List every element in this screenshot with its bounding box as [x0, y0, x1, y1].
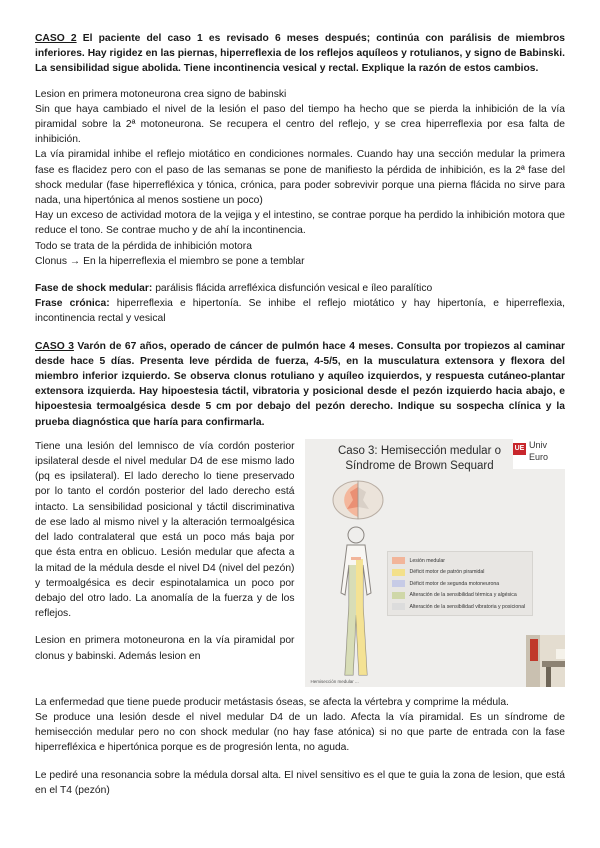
document-page — [35, 31, 565, 798]
legend-item — [392, 555, 528, 567]
caso2-line: Sin que haya cambiado el nivel de la lesión el paso del tiempo ha hecho que se pierda la inhibición de la vía piramidal sobre la 2ª motoneurona. Se recupera el centro del reflejo, y se crea hiperreflexia por esa falta de inhibición. — [35, 103, 565, 146]
caso2-line: Lesion en primera motoneurona crea signo de babinski — [35, 88, 287, 100]
legend-swatch — [392, 569, 405, 576]
human-body-figure-icon — [325, 525, 387, 685]
caso2-line: La vía piramidal inhibe el reflejo miotático en condiciones normales. Cuando hay una sección medular la primera fase es flacidez pero con el paso de las semanas se pone de manifiesto la pérdida de inhibición, es la 2ª fase del shock medular (fase hiperrefléxica y tónica, crónica, para poder sobrevivir porque una pierna flácida no sirve para nada, una hipertónica al menos sostiene un poco) — [35, 149, 565, 207]
legend-label: Déficit motor de segunda motoneurona — [409, 580, 500, 587]
legend-item — [392, 566, 528, 578]
chronic-phase-text: hiperreflexia e hipertonía. Se inhibe el reflejo miotático y hay hipertonía, e hiperreflexia, incontinencia rectal y vesical — [35, 298, 565, 325]
caso2-question: El paciente del caso 1 es revisado 6 meses después; continúa con parálisis de miembros inferiores. Hay rigidez en las piernas, hiperreflexia de los reflejos aquíleos y rotulianos, y signo de Babinski. La sensibilidad sigue abolida. Tiene incontinencia vesical y rectal. Explique la razón de estos cambios. — [35, 33, 566, 75]
legend-label: Alteración de la sensibilidad vibratoria y posicional — [409, 603, 526, 610]
chronic-phase-label: Frase crónica: — [35, 298, 110, 310]
caso3-answer: Tiene una lesión del lemnisco de vía cordón posterior ipsilateral desde el nivel medular D4 de ese mismo lado (pq es ipsilateral). El lado derecho lo tiene preservado por lo tanto el cordón posterior del lado derecho está intacto. La sensibilidad posicional y táctil discriminativa de ese lado al mismo nivel y la alteración termoalgésica del lado contralateral que está un poco más baja por que ésta entra en oblicuo. Lesión medular que afecta a la mitad de la médula desde el nivel D4 (nivel del pezón) y termoalgésica es decir espinotalamica un poco por debajo del otro lado. La anomalía de la fuerza y de los reflejos. — [35, 440, 295, 620]
caso3-conclusion-2: Se produce una lesión desde el nivel medular D4 de un lado. Afecta la vía piramidal. Es un síndrome de hemisección medular pero no con shock medular (no hay fase atónica) si no que parte de entrada con la fase hiperrefléxica e hipertónica porque es de progresión lenta, no aguda. — [35, 712, 565, 754]
caso3-statement — [35, 339, 565, 430]
room-photo — [526, 635, 566, 687]
photo-scene-icon — [526, 635, 566, 687]
caso3-left-column — [35, 439, 295, 687]
logo-badge: UE — [513, 443, 526, 455]
figure-caption: Hemisección medular ... — [310, 678, 359, 684]
shock-phase — [35, 281, 565, 296]
caso2-line: Clonus → En la hiperreflexia el miembro se pone a temblar — [35, 255, 305, 267]
caso3-conclusion-1: La enfermedad que tiene puede producir metástasis óseas, se afecta la vértebra y comprime la médula. — [35, 696, 509, 708]
caso2-line: Todo se trata de la pérdida de inhibición motora — [35, 240, 252, 252]
caso3-question: Varón de 67 años, operado de cáncer de pulmón hace 4 meses. Consulta por tropiezos al caminar desde hace 5 días. Presenta leve pérdida de fuerza, 4-5/5, en la musculatura extensora y flexora del miembro inferior izquierdo. Se observa clonus rotuliano y aquíleo izquierdos, y respuesta cutáneo-plantar extensora izquierda. Hay hipoestesia táctil, vibratoria y posicional desde el pezón izquierdo hacia abajo, e hipoestesia termoalgésica desde 5 cm por debajo del pezón derecho. Indique su sospecha clínica y la prueba diagnóstica que haría para confirmarla. — [35, 340, 565, 428]
figure-legend — [387, 551, 533, 617]
legend-item — [392, 578, 528, 590]
shock-phase-label: Fase de shock medular: — [35, 283, 153, 295]
legend-swatch — [392, 592, 405, 599]
legend-swatch — [392, 580, 405, 587]
logo-line-1: Univ — [529, 439, 548, 450]
caso3-answer-2: Lesion en primera motoneurona en la vía piramidal por clonus y babinski. Además lesion en — [35, 635, 295, 662]
caso3-label: CASO 3 — [35, 340, 74, 352]
figure-title: Caso 3: Hemisección medular o Síndrome de Brown Sequard — [338, 444, 501, 472]
legend-label: Lesión medular — [409, 557, 445, 564]
caso2-line: Hay un exceso de actividad motora de la vejiga y el intestino, se contrae porque ha perdido la inhibición motora que reduce el tono. Se contrae mucho y de ahí la incontinencia. — [35, 210, 565, 237]
legend-swatch — [392, 557, 405, 564]
legend-swatch — [392, 603, 405, 610]
shock-phase-text: parálisis flácida arrefléxica disfunción vesical e íleo paralítico — [152, 283, 433, 295]
chronic-phase — [35, 296, 565, 326]
caso3-conclusion-3: Le pediré una resonancia sobre la médula dorsal alta. El nivel sensitivo es el que te guia la zona de lesion, que está en el T4 (pezón) — [35, 769, 565, 796]
legend-item — [392, 601, 528, 613]
caso2-label: CASO 2 — [35, 33, 77, 44]
spinal-cord-section-icon — [331, 479, 385, 521]
caso2-statement — [35, 31, 565, 77]
university-logo — [513, 439, 565, 469]
logo-line-2: Euro — [529, 451, 549, 462]
caso3-two-column — [35, 439, 565, 687]
legend-label: Alteración de la sensibilidad térmica y algésica — [409, 592, 517, 599]
brown-sequard-figure — [305, 439, 566, 687]
legend-label: Déficit motor de patrón piramidal — [409, 569, 485, 576]
legend-item — [392, 589, 528, 601]
